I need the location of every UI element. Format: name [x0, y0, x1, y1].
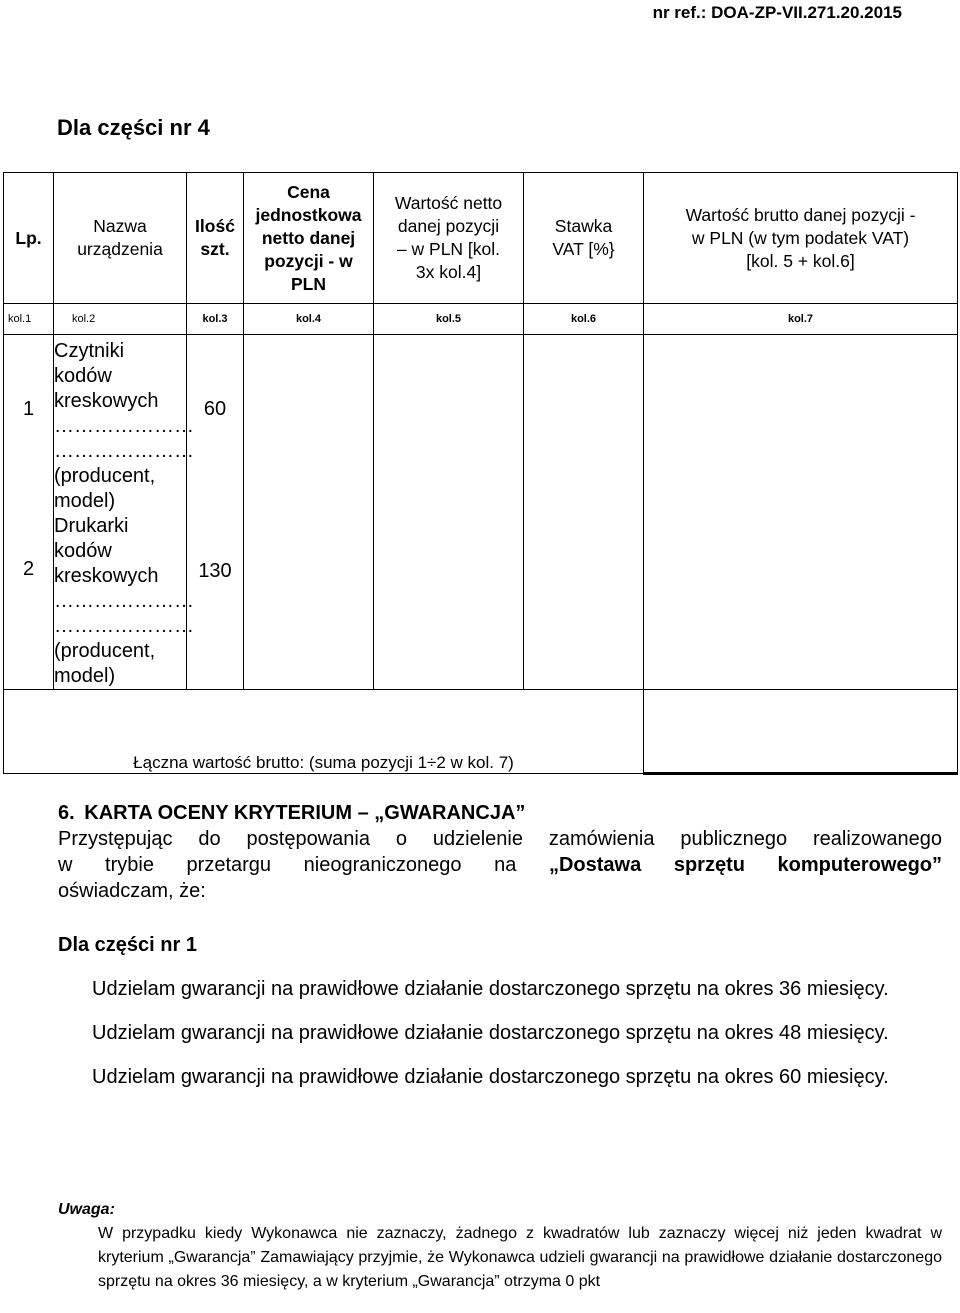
header-name: Nazwa urządzenia — [54, 173, 187, 304]
intro-line: oświadczam, że: — [58, 880, 206, 902]
table-row — [4, 335, 958, 690]
part-heading: Dla części nr 4 — [57, 115, 210, 140]
warranty-option-60[interactable]: Udzielam gwarancji na prawidłowe działanie dostarczonego sprzętu na okres 60 miesięcy. — [92, 1066, 889, 1088]
kol-6: kol.6 — [524, 304, 644, 335]
part-label: Dla części nr 1 — [58, 934, 197, 956]
price-table — [3, 172, 958, 775]
device-name: Czytniki kodów kreskowych ………………… ………………… (producent, model) — [54, 340, 194, 512]
kol-2: kol.2 — [54, 304, 187, 335]
note-text: W przypadku kiedy Wykonawca nie zaznaczy, żadnego z kwadratów lub zaznaczy więcej niż jeden kwadrat w kryterium „Gwarancja” Zamawiający przyjmie, że Wykonawca udzieli gwarancji na prawidłowe działanie dostarczonego sprzętu na okres 36 miesięcy, a w kryterium „Gwarancja” otrzyma 0 pkt — [98, 1225, 942, 1290]
table-header-row — [4, 173, 958, 304]
header-unit-price: Cena jednostkowa netto danej pozycji - w PLN — [244, 173, 374, 304]
intro-line: Przystępując do postępowania o udzielenie zamówienia publicznego realizowanego — [58, 828, 942, 850]
kol-3: kol.3 — [187, 304, 244, 335]
header-vat: Stawka VAT [%} — [524, 173, 644, 304]
row-number: 2 — [22, 558, 35, 580]
gross-value-cell[interactable] — [644, 335, 958, 690]
header-lp: Lp. — [4, 173, 54, 304]
note — [58, 1198, 942, 1294]
quantity: 130 — [198, 560, 232, 582]
sum-label: Łączna wartość brutto: (suma pozycji 1÷2 w kol. 7) — [4, 690, 644, 774]
column-number-row — [4, 304, 958, 335]
warranty-option-36[interactable]: Udzielam gwarancji na prawidłowe działanie dostarczonego sprzętu na okres 36 miesięcy. — [92, 978, 889, 1000]
sum-value-cell[interactable] — [644, 690, 958, 774]
reference-number: nr ref.: DOA-ZP-VII.271.20.2015 — [652, 3, 902, 22]
unit-price-cell[interactable] — [244, 335, 374, 690]
warranty-section — [58, 800, 942, 1090]
quantity: 60 — [203, 398, 227, 420]
vat-cell[interactable] — [524, 335, 644, 690]
kol-1: kol.1 — [4, 304, 54, 335]
row-number: 1 — [22, 398, 35, 420]
kol-5: kol.5 — [374, 304, 524, 335]
sum-row — [4, 690, 958, 774]
intro-line: w trybie przetargu nieograniczonego na „Dostawa sprzętu komputerowego” — [58, 854, 943, 876]
kol-7: kol.7 — [644, 304, 958, 335]
kol-4: kol.4 — [244, 304, 374, 335]
header-qty: Ilość szt. — [187, 173, 244, 304]
device-name: Drukarki kodów kreskowych ………………… ………………… (producent, model) — [54, 515, 194, 687]
header-net-value: Wartość netto danej pozycji – w PLN [kol. 3x kol.4] — [374, 173, 524, 304]
net-value-cell[interactable] — [374, 335, 524, 690]
header-gross: Wartość brutto danej pozycji - w PLN (w tym podatek VAT) [kol. 5 + kol.6] — [644, 173, 958, 304]
warranty-option-48[interactable]: Udzielam gwarancji na prawidłowe działanie dostarczonego sprzętu na okres 48 miesięcy. — [92, 1022, 889, 1044]
section-title: 6. KARTA OCENY KRYTERIUM – „GWARANCJA” — [58, 802, 526, 824]
note-label: Uwaga: — [58, 1201, 115, 1218]
